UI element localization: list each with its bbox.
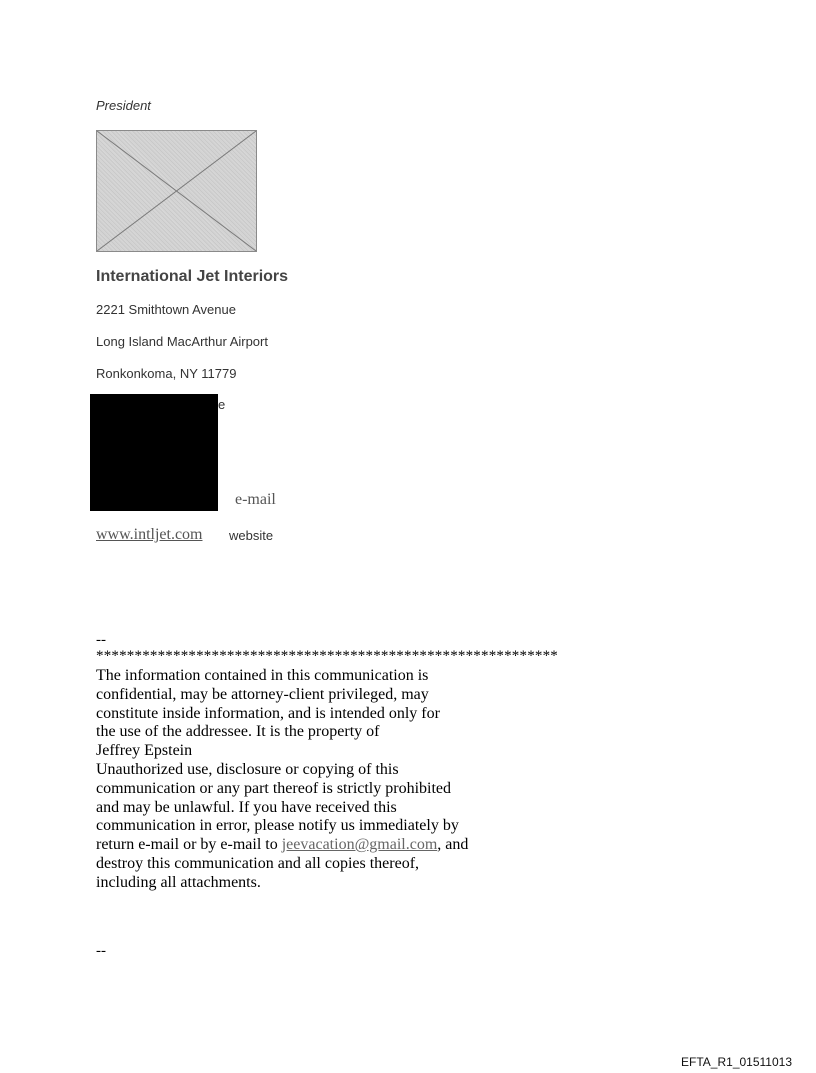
disclaimer-line: constitute inside information, and is intended only for: [96, 704, 440, 722]
confidentiality-disclaimer: [96, 667, 496, 893]
separator-dash-bottom: --: [96, 943, 106, 959]
disclaimer-email-suffix: , and: [437, 836, 469, 854]
separator-dash-top: --: [96, 632, 106, 648]
document-id: EFTA_R1_01511013: [681, 1055, 792, 1069]
disclaimer-line: confidential, may be attorney-client privileged, may: [96, 685, 429, 703]
email-label: e-mail: [235, 491, 276, 508]
website-label: website: [229, 528, 274, 543]
disclaimer-line: The information contained in this communication is: [96, 667, 429, 684]
company-name: International Jet Interiors: [96, 268, 289, 285]
disclaimer-line: communication or any part thereof is strictly prohibited: [96, 779, 452, 797]
address-line-city: Ronkonkoma, NY 11779: [96, 366, 237, 381]
disclaimer-line: Jeffrey Epstein: [96, 742, 193, 760]
disclaimer-line: Unauthorized use, disclosure or copying of this: [96, 760, 399, 778]
disclaimer-email-prefix: return e-mail or by e-mail to: [96, 836, 282, 854]
address-line-airport: Long Island MacArthur Airport: [96, 334, 268, 349]
website-link[interactable]: www.intljet.com: [96, 526, 203, 543]
disclaimer-line: including all attachments.: [96, 873, 261, 891]
address-line-street: 2221 Smithtown Avenue: [96, 302, 236, 317]
disclaimer-line: destroy this communication and all copies thereof,: [96, 854, 420, 872]
redaction-block: [90, 394, 218, 511]
separator-stars: ************************************************************: [96, 648, 558, 664]
disclaimer-email-line: [96, 836, 496, 855]
image-placeholder-cross: [97, 131, 256, 251]
signature-title: President: [96, 98, 151, 113]
disclaimer-line: and may be unlawful. If you have received this: [96, 798, 397, 816]
phone-label-fragment: e: [218, 397, 226, 412]
email-address-link[interactable]: jeevacation@gmail.com: [281, 836, 438, 854]
disclaimer-line: the use of the addressee. It is the property of: [96, 723, 380, 741]
disclaimer-line: communication in error, please notify us immediately by: [96, 817, 459, 835]
broken-image-icon: [96, 130, 257, 252]
